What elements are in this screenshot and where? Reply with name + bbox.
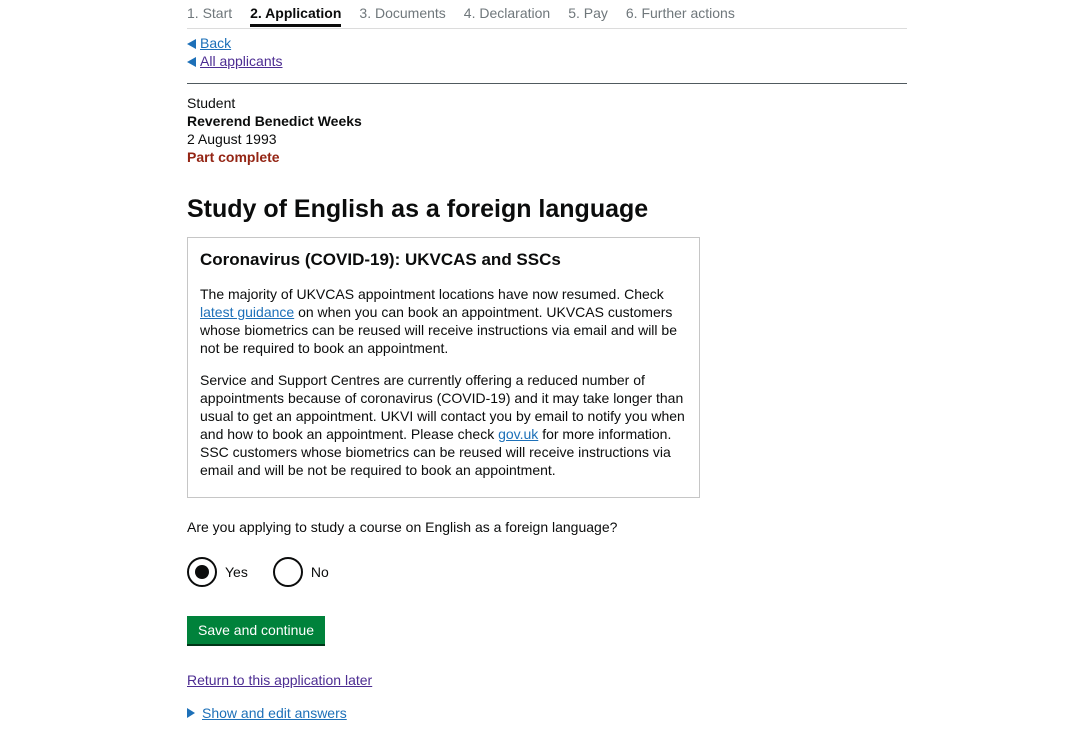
radio-yes-label[interactable]: Yes — [225, 564, 248, 580]
disclosure-triangle-icon — [187, 708, 195, 718]
notice-p2-text: Service and Support Centres are currently offering a reduced number of appointments because of coronavirus (COVID-19) and it may take longer than usual to get an appointment. UKVI will contact you by email to notify you when and how to book an appointment. Please check — [200, 372, 685, 442]
step-application[interactable]: 2. Application — [250, 0, 341, 27]
back-arrow-icon — [187, 57, 196, 67]
back-links — [187, 34, 907, 70]
covid-notice — [187, 237, 700, 498]
back-link-label: Back — [200, 35, 232, 51]
return-later-link[interactable]: Return to this application later — [187, 672, 373, 688]
status-badge: Part complete — [187, 149, 280, 165]
radio-group — [187, 557, 907, 587]
notice-paragraph-2 — [200, 371, 687, 479]
all-applicants-label: All applicants — [200, 53, 283, 69]
notice-p1-text: The majority of UKVCAS appointment locations have now resumed. Check — [200, 286, 664, 302]
question-label: Are you applying to study a course on English as a foreign language? — [187, 519, 618, 535]
save-and-continue-button[interactable]: Save and continue — [187, 616, 325, 644]
section-divider — [187, 83, 907, 84]
gov-uk-link[interactable]: gov.uk — [498, 426, 539, 442]
step-pay: 5. Pay — [568, 5, 608, 21]
radio-yes[interactable] — [187, 557, 248, 587]
applicant-summary — [187, 94, 907, 166]
applicant-name: Reverend Benedict Weeks — [187, 113, 362, 129]
back-arrow-icon — [187, 39, 196, 49]
page-title: Study of English as a foreign language — [187, 195, 649, 223]
notice-p1-text-end: on when you can book an appointment. UKVCAS customers whose biometrics can be reused will receive instructions via email and will be not be required to book an appointment. — [200, 304, 677, 356]
step-further-actions: 6. Further actions — [625, 5, 735, 21]
all-applicants-link[interactable] — [187, 52, 907, 70]
show-edit-answers-label[interactable]: Show and edit answers — [202, 705, 347, 721]
notice-title: Coronavirus (COVID-19): UKVCAS and SSCs — [200, 250, 561, 269]
radio-no[interactable] — [273, 557, 329, 587]
step-start[interactable]: 1. Start — [187, 5, 233, 21]
applicant-dob: 2 August 1993 — [187, 131, 277, 147]
radio-no-circle[interactable] — [273, 557, 303, 587]
notice-paragraph-1 — [200, 285, 687, 357]
step-documents: 3. Documents — [359, 5, 446, 21]
radio-no-label[interactable]: No — [310, 564, 329, 580]
page-container — [187, 0, 907, 722]
latest-guidance-link[interactable]: latest guidance — [200, 304, 295, 320]
applicant-type: Student — [187, 95, 236, 111]
radio-yes-circle[interactable] — [187, 557, 217, 587]
step-declaration: 4. Declaration — [463, 5, 551, 21]
progress-steps — [187, 0, 907, 29]
radio-selected-dot — [195, 565, 209, 579]
back-link[interactable] — [187, 34, 907, 52]
notice-p2-text-end: for more information. SSC customers whose biometrics can be reused will receive instructions via email and will be not be required to book an appointment. — [200, 426, 672, 478]
show-edit-answers-toggle[interactable] — [187, 704, 347, 722]
